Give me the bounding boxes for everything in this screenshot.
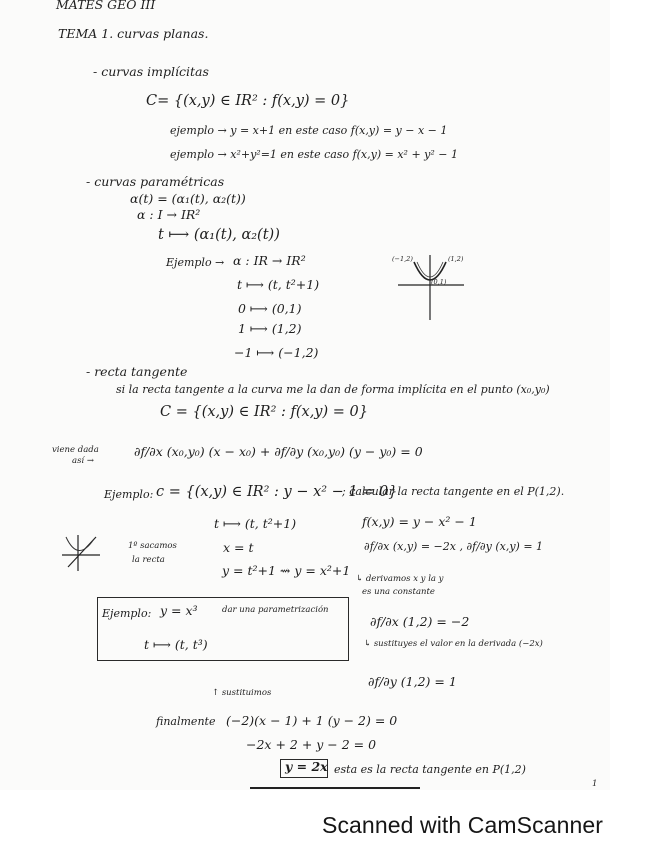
result-equation: y = 2x [285, 759, 328, 774]
course-header: MATES GEO III [56, 0, 156, 12]
tangent-set: C = {(x,y) ∈ IR² : f(x,y) = 0} [160, 404, 368, 420]
example2-task: ; calcular la recta tangente en el P(1,2). [342, 485, 565, 498]
page-number: 1 [592, 779, 598, 789]
implicit-example-2: ejemplo → x²+y²=1 en este caso f(x,y) = x² + y² − 1 [170, 148, 459, 161]
underline-rule [250, 787, 420, 789]
scanner-watermark: Scanned with CamScanner [322, 812, 604, 838]
alpha-map: α : I → IR² [137, 207, 201, 222]
side-note-given: viene dada [52, 445, 99, 455]
one-row: 1 ⟼ (1,2) [238, 321, 302, 336]
final-label: finalmente [156, 715, 216, 728]
example2-set: c = {(x,y) ∈ IR² : y − x² − 1 = 0} [156, 484, 398, 500]
example2-xt: x = t [223, 540, 254, 555]
dfdy-value: ∂f/∂y (1,2) = 1 [368, 674, 457, 689]
t-row: t ⟼ (t, t²+1) [237, 277, 320, 292]
minus-one-row: −1 ⟼ (−1,2) [234, 345, 319, 360]
boxed-example-curve: y = x³ [160, 603, 198, 618]
side-note-line: la recta [132, 555, 165, 565]
sketch-label-bottom: (0,1) [431, 278, 447, 286]
t-map: t ⟼ (α₁(t), α₂(t)) [158, 227, 280, 243]
derive-note-2: es una constante [362, 587, 435, 597]
example2-param: t ⟼ (t, t²+1) [214, 516, 297, 531]
tangent-sentence: si la recta tangente a la curva me la dan de forma implícita en el punto (x₀,y₀) [116, 383, 550, 396]
sketch-label-left: (−1,2) [392, 255, 413, 263]
conclusion-text: esta es la recta tangente en P(1,2) [334, 763, 526, 776]
example2-yt: y = t²+1 ⇝ y = x²+1 [222, 563, 351, 578]
final-equation-1: (−2)(x − 1) + 1 (y − 2) = 0 [226, 713, 398, 728]
boxed-example-note: dar una parametrización [222, 605, 329, 615]
substitute-arrow-note: ↑ sustituimos [212, 688, 272, 698]
tangent-heading: - recta tangente [86, 364, 188, 379]
derive-note-1: ↳ derivamos x y la y [356, 574, 444, 584]
example2-partials: ∂f/∂x (x,y) = −2x , ∂f/∂y (x,y) = 1 [364, 540, 544, 553]
example2-label: Ejemplo: [104, 488, 154, 501]
implicit-heading: - curvas implícitas [93, 64, 209, 79]
sketch-label-right: (1,2) [448, 255, 464, 263]
implicit-example-1: ejemplo → y = x+1 en este caso f(x,y) = y − x − 1 [170, 124, 448, 137]
parametric-heading: - curvas paramétricas [86, 174, 225, 189]
tangent-sketch [60, 533, 102, 573]
parametric-example-map: α : IR → IR² [233, 253, 306, 268]
substitute-note: ↳ sustituyes el valor en la derivada (−2x) [364, 639, 543, 649]
boxed-example-map: t ⟼ (t, t³) [144, 637, 208, 652]
tangent-formula: ∂f/∂x (x₀,y₀) (x − x₀) + ∂f/∂y (x₀,y₀) (y − y₀) = 0 [134, 444, 423, 459]
boxed-example-label: Ejemplo: [102, 607, 152, 620]
example2-f: f(x,y) = y − x² − 1 [362, 514, 477, 529]
parametric-example-label: Ejemplo → [166, 256, 225, 269]
side-note-thus: así → [72, 456, 94, 466]
side-note-first: 1º sacamos [128, 541, 177, 551]
zero-row: 0 ⟼ (0,1) [238, 301, 302, 316]
dfdx-value: ∂f/∂x (1,2) = −2 [370, 614, 470, 629]
final-equation-2: −2x + 2 + y − 2 = 0 [246, 737, 377, 752]
topic-title: TEMA 1. curvas planas. [58, 26, 209, 41]
alpha-definition: α(t) = (α₁(t), α₂(t)) [130, 191, 246, 206]
implicit-definition: C= {(x,y) ∈ IR² : f(x,y) = 0} [146, 93, 350, 109]
